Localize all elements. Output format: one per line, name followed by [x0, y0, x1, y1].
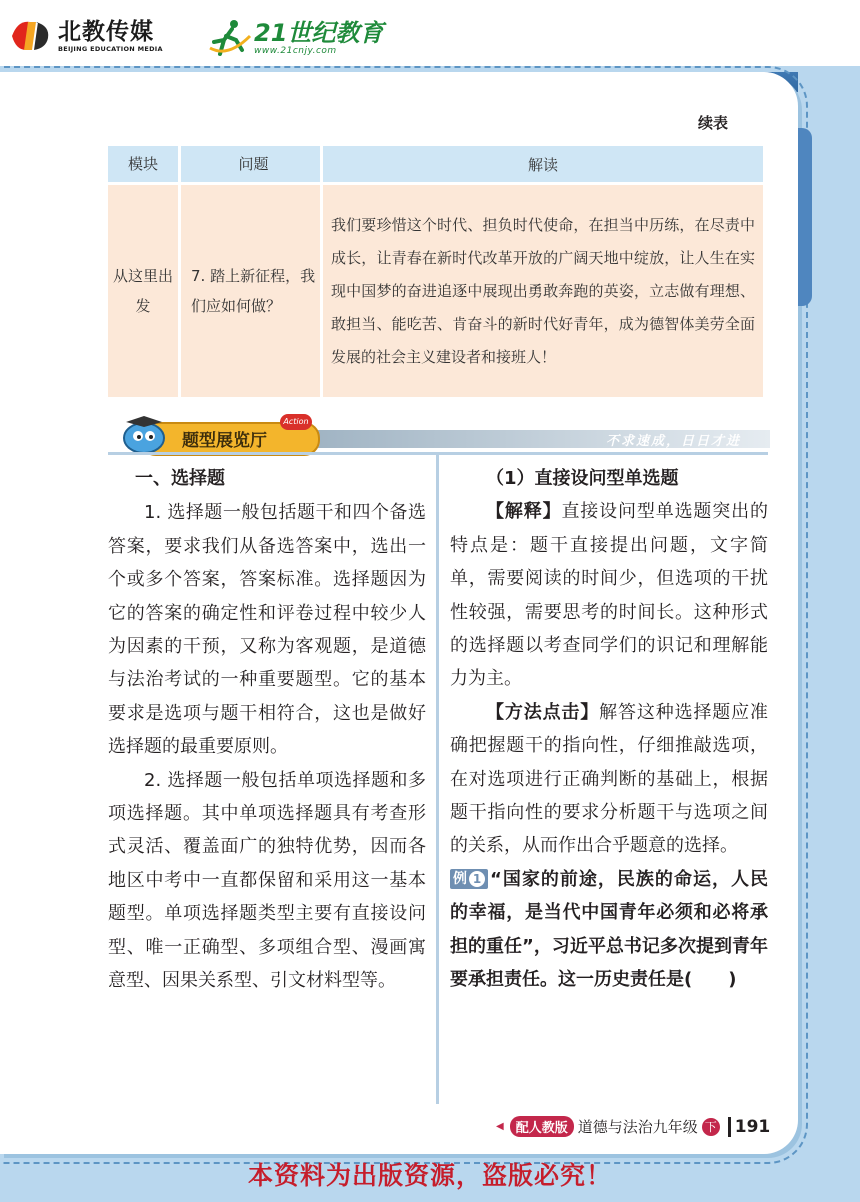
footer-arrow-icon: ◀: [496, 1121, 504, 1132]
table-header-question: 问题: [180, 146, 322, 184]
explanation-paragraph: [450, 495, 768, 695]
example-paragraph: [450, 863, 768, 997]
page-footer: [496, 1116, 770, 1137]
publisher-logo: [8, 16, 163, 56]
volume-badge: 下: [702, 1118, 720, 1136]
continued-label: 续表: [698, 114, 729, 132]
method-label: 【方法点击】: [486, 701, 600, 723]
left-paragraph-2: 2. 选择题一般包括单项选择题和多项选择题。其中单项选择题具有考查形式灵活、覆盖面广的独特优势，因而各地区中考中一直都保留和采用这一基本题型。单项选择题类型主要有直接设问型、唯一正确型、多项组合型、漫画寓意型、因果关系型、引文材料型等。: [108, 769, 426, 992]
banner-tag: Action: [280, 414, 312, 430]
method-paragraph: [450, 696, 768, 863]
banner-title: 题型展览厅: [182, 431, 267, 451]
table-row: [108, 184, 765, 398]
publisher-sub: BEIJING EDUCATION MEDIA: [58, 45, 163, 53]
banner-motto: 不求速成，日日才进: [606, 434, 742, 449]
column-divider: [436, 452, 439, 1104]
method-text: 解答这种选择题应准确把握题干的指向性，仔细推敲选项，在对选项进行正确判断的基础上，根据题干指向性的要求分析题干与选项之间的关系，从而作出合乎题意的选择。: [450, 701, 769, 857]
explanation-text: 直接设问型单选题突出的特点是：题干直接提出问题，文字简单，需要阅读的时间少，但选项的干扰性较强，需要思考的时间长。这种形式的选择题以考查同学们的识记和理解能力为主。: [450, 501, 769, 690]
publisher-name: 北教传媒: [58, 19, 154, 45]
brand-name: 21世纪教育: [254, 19, 384, 47]
table-header-module: 模块: [108, 146, 180, 184]
cell-answer: 我们要珍惜这个时代、担负时代使命，在担当中历练，在尽责中成长，让青春在新时代改革开放的广阔天地中绽放，让人生在实现中国梦的奋进追逐中展现出勇敢奔跑的英姿，立志做有理想、敢担当、能吃苦、肯奋斗的新时代好青年，成为德智体美劳全面发展的社会主义建设者和接班人！: [322, 184, 765, 398]
copyright-warning: 本资料为出版资源，盗版必究！: [247, 1161, 612, 1190]
publisher-logo-icon: [8, 16, 52, 56]
right-heading: （1）直接设问型单选题: [486, 468, 679, 489]
explanation-label: 【解释】: [486, 501, 562, 523]
table-header-answer: 解读: [322, 146, 765, 184]
runner-icon: [208, 18, 252, 58]
content-table: [108, 146, 766, 397]
example-text: “国家的前途，民族的命运，人民的幸福，是当代中国青年必须和必将承担的重任”，习近平总书记多次提到青年要承担责任。这一历史责任是( ): [450, 868, 768, 991]
example-number: 1: [469, 871, 485, 887]
page-tab: [798, 128, 812, 306]
mascot-icon: [114, 412, 174, 456]
left-paragraph-1: 1. 选择题一般包括题干和四个备选答案，要求我们从备选答案中，选出一个或多个答案，答案标准。选择题因为它的答案的确定性和评卷过程中较少人为因素的干预，又称为客观题，是道德与法治考试的一种重要题型。它的基本要求是选项与题干相符合，这也是做好选择题的最重要原则。: [108, 502, 426, 758]
cell-module: 从这里出发: [108, 184, 180, 398]
section-banner: [110, 412, 770, 456]
left-heading: 一、选择题: [135, 468, 225, 489]
table-header-row: [108, 146, 765, 184]
page-number: 191: [728, 1117, 771, 1137]
left-column: [108, 462, 426, 998]
example-badge-label: 例: [453, 870, 467, 887]
brand-url: www.21cnjy.com: [254, 46, 337, 56]
edition-badge: 配人教版: [510, 1116, 574, 1137]
cell-question: 7. 踏上新征程，我们应如何做？: [180, 184, 322, 398]
footer-subject: 道德与法治九年级: [577, 1118, 698, 1136]
top-header: [0, 0, 860, 66]
brand-logo: [208, 18, 383, 58]
example-badge: [450, 869, 488, 889]
right-column: [450, 462, 768, 997]
